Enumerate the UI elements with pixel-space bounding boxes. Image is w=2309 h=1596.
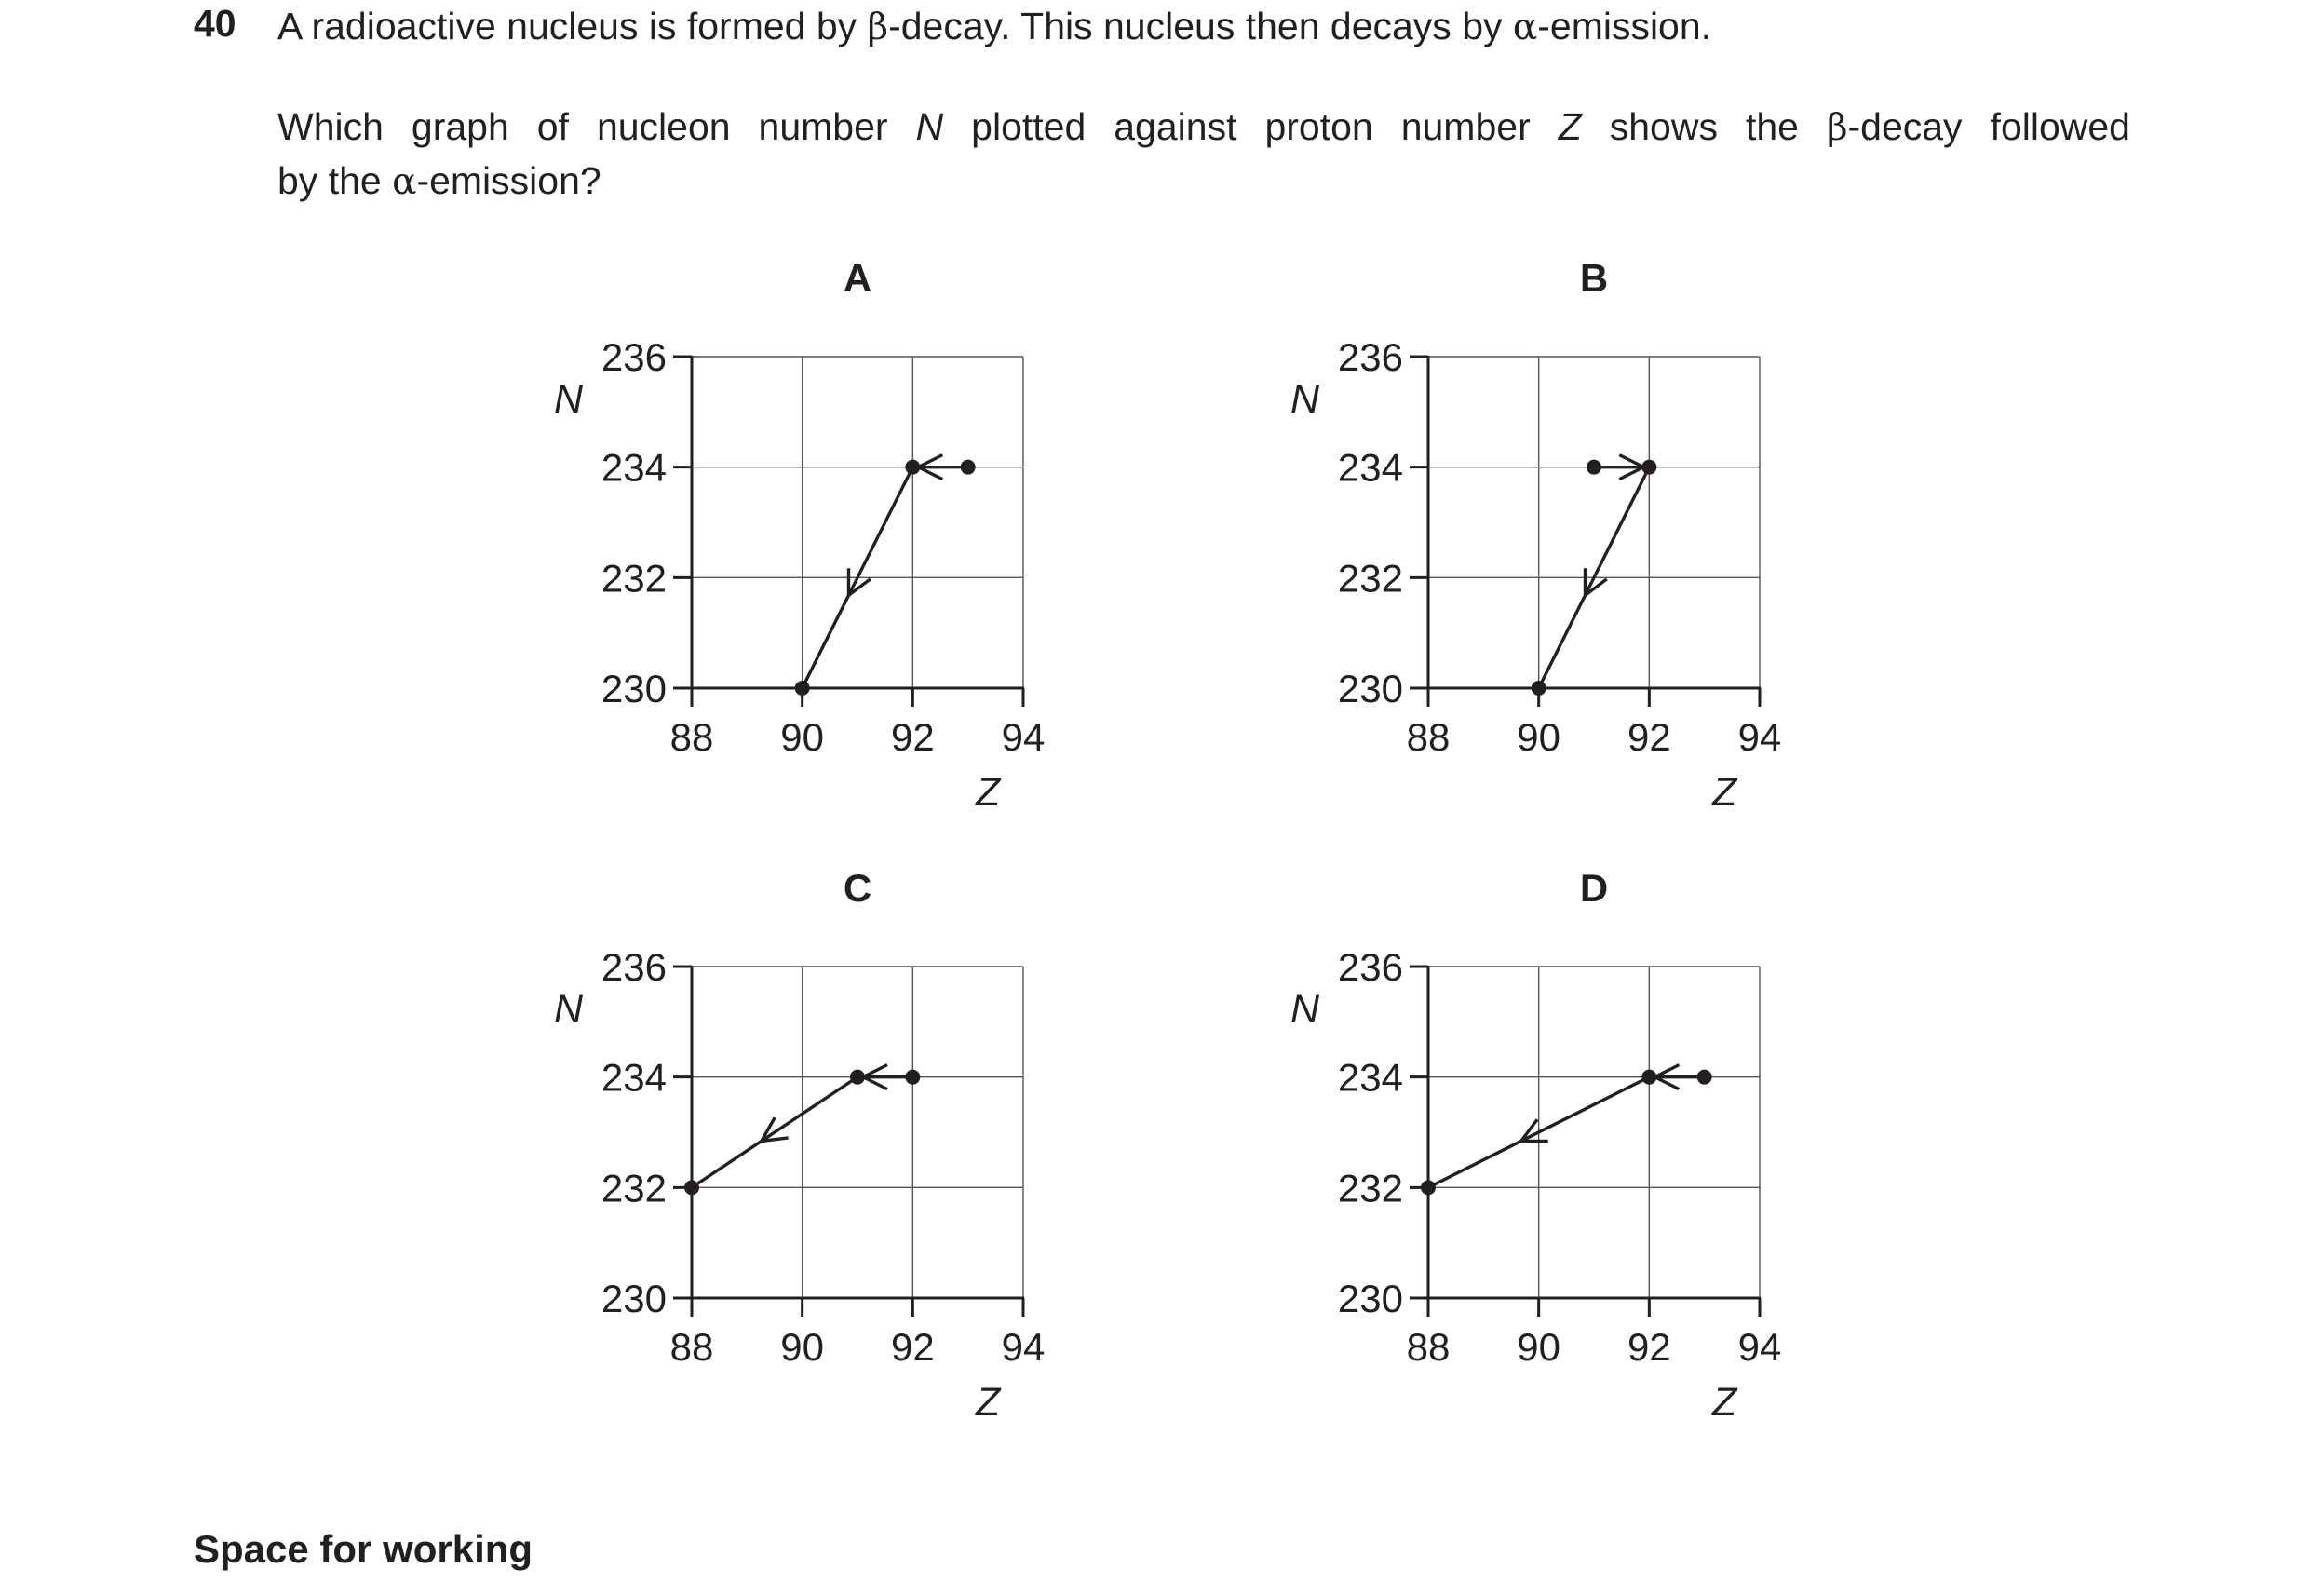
nucleus-point bbox=[1641, 460, 1656, 475]
nucleus-point bbox=[684, 1180, 699, 1195]
prompt-text: -emission? bbox=[416, 159, 601, 202]
beta-symbol: β bbox=[1826, 107, 1848, 149]
x-tick-label: 94 bbox=[1737, 1325, 1782, 1369]
y-tick-label: 230 bbox=[601, 1277, 667, 1320]
x-tick-label: 90 bbox=[1517, 1325, 1561, 1369]
y-tick-label: 236 bbox=[601, 335, 667, 379]
nucleus-point bbox=[1697, 1070, 1712, 1085]
x-tick-label: 94 bbox=[1001, 715, 1046, 759]
y-axis-label: N bbox=[1290, 987, 1320, 1032]
panel-label: A bbox=[843, 256, 872, 300]
prompt-text: Which graph of nucleon number bbox=[277, 105, 916, 148]
proton-symbol: Z bbox=[1558, 105, 1582, 148]
stem-text: -emission. bbox=[1537, 5, 1712, 47]
decay-path bbox=[692, 1077, 857, 1188]
x-axis-label: Z bbox=[1712, 1380, 1737, 1425]
graph-c bbox=[554, 866, 1045, 1425]
prompt-text: -decay followed bbox=[1847, 105, 2130, 148]
y-tick-label: 230 bbox=[1337, 667, 1403, 710]
y-axis-label: N bbox=[554, 377, 584, 422]
graph-a bbox=[554, 256, 1045, 815]
x-tick-label: 90 bbox=[1517, 715, 1561, 759]
panel-label: D bbox=[1579, 866, 1609, 910]
y-tick-label: 236 bbox=[601, 945, 667, 989]
nucleon-symbol: N bbox=[915, 105, 944, 148]
prompt-text: plotted against proton number bbox=[943, 105, 1559, 148]
y-tick-label: 230 bbox=[601, 667, 667, 710]
space-for-working-label: Space for working bbox=[194, 1527, 533, 1571]
x-tick-label: 92 bbox=[1627, 715, 1671, 759]
stem-text: A radioactive nucleus is formed by bbox=[277, 5, 868, 47]
x-tick-label: 88 bbox=[669, 715, 714, 759]
x-tick-label: 94 bbox=[1737, 715, 1782, 759]
nucleus-point bbox=[905, 460, 920, 475]
x-axis-label: Z bbox=[976, 1380, 1001, 1425]
panel-label: B bbox=[1579, 256, 1609, 300]
y-axis-label: N bbox=[1290, 377, 1320, 422]
nucleus-point bbox=[905, 1070, 920, 1085]
graph-d bbox=[1290, 866, 1781, 1425]
y-tick-label: 232 bbox=[1337, 556, 1403, 601]
graph-b bbox=[1290, 256, 1781, 815]
y-tick-label: 234 bbox=[1337, 1055, 1403, 1100]
y-axis-label: N bbox=[554, 987, 584, 1032]
prompt-text: shows the bbox=[1581, 105, 1827, 148]
x-axis-label: Z bbox=[1712, 770, 1737, 815]
x-tick-label: 88 bbox=[1406, 715, 1451, 759]
panel-label: C bbox=[843, 866, 872, 910]
nucleus-point bbox=[961, 460, 976, 475]
alpha-symbol: α bbox=[392, 161, 417, 203]
nucleus-point bbox=[850, 1070, 865, 1085]
nucleus-point bbox=[795, 681, 810, 696]
nucleus-point bbox=[1641, 1070, 1656, 1085]
nucleus-point bbox=[1532, 681, 1546, 696]
y-tick-label: 232 bbox=[601, 556, 667, 601]
x-tick-label: 90 bbox=[780, 715, 825, 759]
x-tick-label: 94 bbox=[1001, 1325, 1046, 1369]
y-tick-label: 236 bbox=[1337, 945, 1403, 989]
question-number: 40 bbox=[194, 2, 236, 45]
x-tick-label: 88 bbox=[669, 1325, 714, 1369]
nucleus-point bbox=[1587, 460, 1601, 475]
y-tick-label: 236 bbox=[1337, 335, 1403, 379]
x-tick-label: 90 bbox=[780, 1325, 825, 1369]
x-tick-label: 92 bbox=[890, 715, 935, 759]
prompt-text: by the bbox=[277, 159, 393, 202]
x-tick-label: 92 bbox=[1627, 1325, 1671, 1369]
x-tick-label: 88 bbox=[1406, 1325, 1451, 1369]
y-tick-label: 234 bbox=[601, 445, 667, 490]
x-tick-label: 92 bbox=[890, 1325, 935, 1369]
alpha-symbol: α bbox=[1512, 7, 1538, 48]
y-tick-label: 230 bbox=[1337, 1277, 1403, 1320]
nucleus-point bbox=[1421, 1180, 1436, 1195]
y-tick-label: 232 bbox=[601, 1166, 667, 1211]
x-axis-label: Z bbox=[976, 770, 1001, 815]
stem-text: -decay. This nucleus then decays by bbox=[888, 5, 1513, 47]
y-tick-label: 234 bbox=[1337, 445, 1403, 490]
beta-symbol: β bbox=[867, 7, 889, 48]
y-tick-label: 232 bbox=[1337, 1166, 1403, 1211]
y-tick-label: 234 bbox=[601, 1055, 667, 1100]
